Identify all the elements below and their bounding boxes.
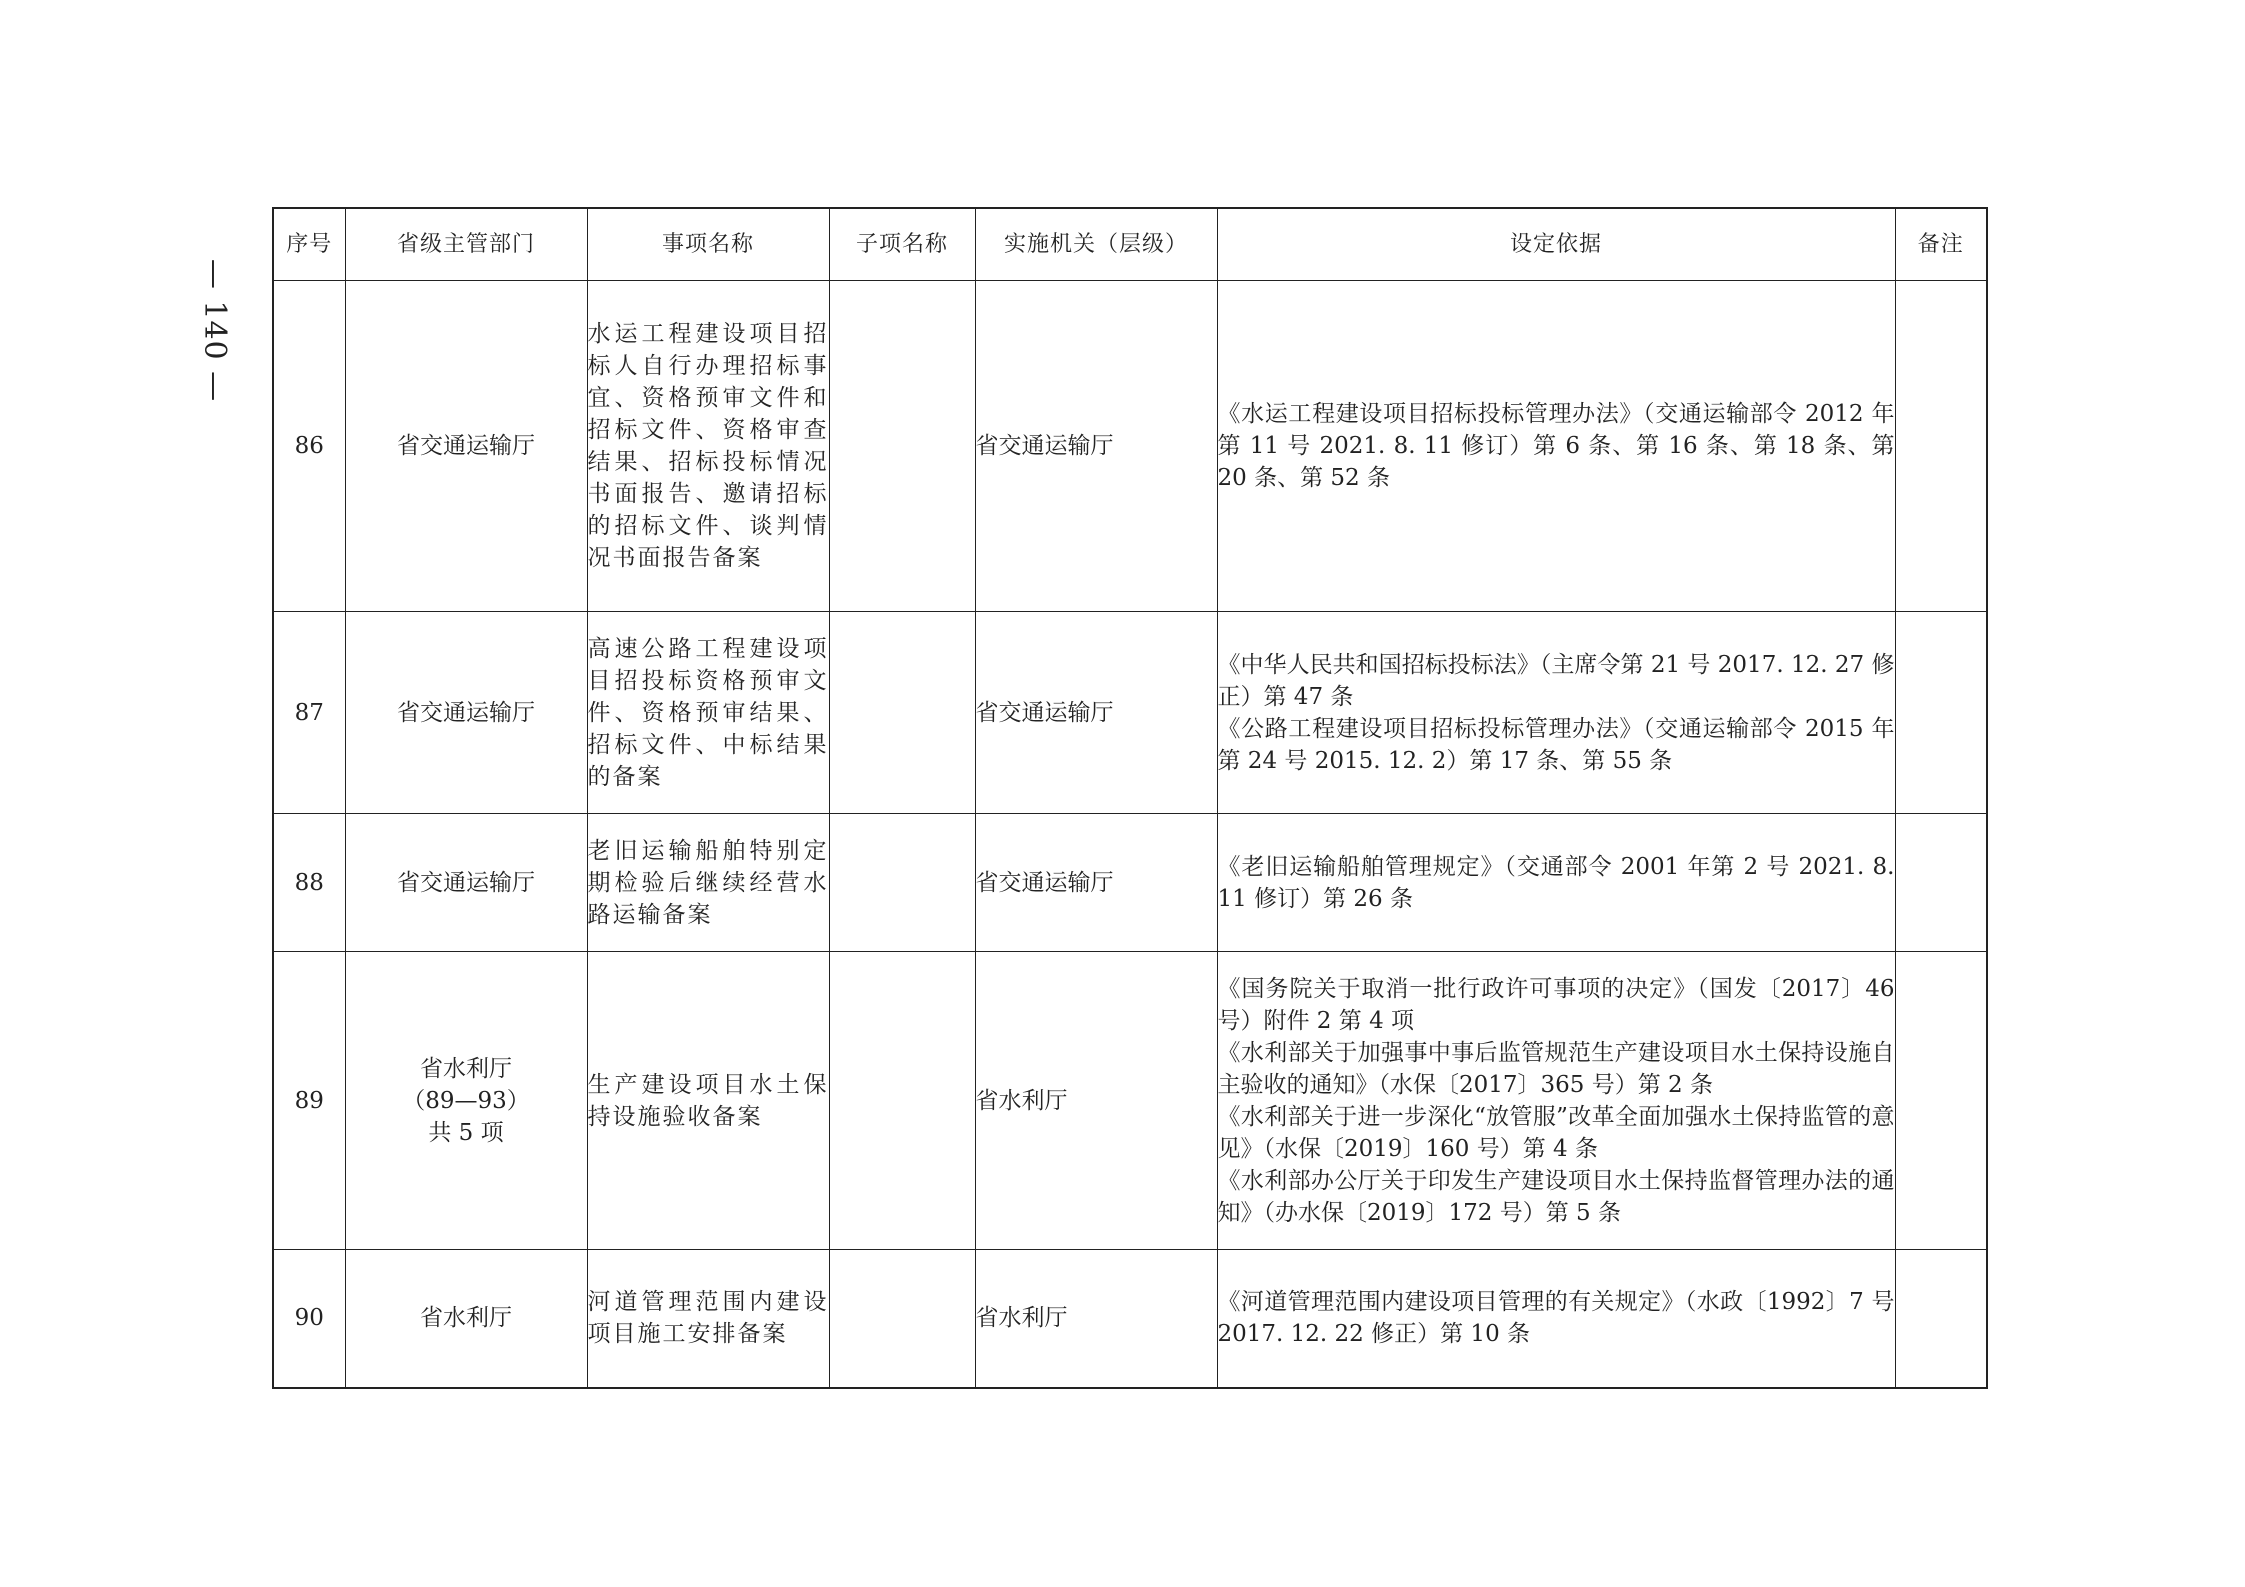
matters-table <box>272 207 1988 1389</box>
header-agency: 实施机关（层级） <box>975 208 1217 281</box>
row-agency: 省交通运输厅 <box>975 814 1217 952</box>
basis-line: 《水利部关于加强事中事后监管规范生产建设项目水土保持设施自主验收的通知》（水保〔2017〕365 号）第 2 条 <box>1217 1039 1895 1098</box>
row-item-name: 生产建设项目水土保持设施验收备案 <box>587 952 829 1250</box>
header-basis: 设定依据 <box>1217 208 1895 281</box>
row-agency: 省交通运输厅 <box>975 281 1217 612</box>
department-line: 省交通运输厅 <box>397 869 535 896</box>
row-basis <box>1217 1250 1895 1388</box>
row-serial: 88 <box>273 814 345 952</box>
header-item-name: 事项名称 <box>587 208 829 281</box>
department-line: 省交通运输厅 <box>397 699 535 726</box>
basis-line: 《水利部关于进一步深化“放管服”改革全面加强水土保持监管的意见》（水保〔2019〕160 号）第 4 条 <box>1217 1103 1895 1162</box>
row-basis <box>1217 281 1895 612</box>
row-agency: 省交通运输厅 <box>975 612 1217 814</box>
row-sub-item <box>829 952 975 1250</box>
table-row <box>273 814 1987 952</box>
department-count: 共 5 项 <box>428 1119 504 1146</box>
row-department <box>345 814 587 952</box>
row-agency: 省水利厅 <box>975 1250 1217 1388</box>
table-row <box>273 952 1987 1250</box>
table-row <box>273 281 1987 612</box>
department-line: 省水利厅 <box>420 1305 512 1332</box>
row-remark <box>1895 952 1987 1250</box>
table-header-row <box>273 208 1987 281</box>
header-remark: 备注 <box>1895 208 1987 281</box>
row-remark <box>1895 1250 1987 1388</box>
row-basis <box>1217 814 1895 952</box>
row-serial: 86 <box>273 281 345 612</box>
basis-line: 《公路工程建设项目招标投标管理办法》（交通运输部令 2015 年第 24 号 2015. 12. 2）第 17 条、第 55 条 <box>1217 715 1895 774</box>
header-sub-item: 子项名称 <box>829 208 975 281</box>
row-department <box>345 1250 587 1388</box>
row-sub-item <box>829 1250 975 1388</box>
header-serial: 序号 <box>273 208 345 281</box>
row-remark <box>1895 814 1987 952</box>
page-number-text: — 140 — <box>197 258 233 402</box>
row-remark <box>1895 281 1987 612</box>
basis-line: 《水利部办公厅关于印发生产建设项目水土保持监督管理办法的通知》（办水保〔2019〕172 号）第 5 条 <box>1217 1167 1895 1226</box>
department-line: 省交通运输厅 <box>397 433 535 459</box>
row-agency: 省水利厅 <box>975 952 1217 1250</box>
row-item-name: 高速公路工程建设项目招投标资格预审文件、资格预审结果、招标文件、中标结果的备案 <box>587 612 829 814</box>
table-row <box>273 612 1987 814</box>
row-serial: 89 <box>273 952 345 1250</box>
row-department <box>345 612 587 814</box>
row-serial: 90 <box>273 1250 345 1388</box>
row-sub-item <box>829 281 975 612</box>
basis-line: 《水运工程建设项目招标投标管理办法》（交通运输部令 2012 年第 11 号 2021. 8. 11 修订）第 6 条、第 16 条、第 18 条、第 20 条、第 52 条 <box>1217 401 1895 491</box>
department-line: 省水利厅 <box>420 1055 512 1082</box>
row-item-name: 老旧运输船舶特别定期检验后继续经营水路运输备案 <box>587 814 829 952</box>
row-remark <box>1895 612 1987 814</box>
department-range: （89—93） <box>402 1087 530 1114</box>
row-sub-item <box>829 612 975 814</box>
page-number <box>195 240 235 420</box>
row-item-name: 水运工程建设项目招标人自行办理招标事宜、资格预审文件和招标文件、资格审查结果、招标投标情况书面报告、邀请招标的招标文件、谈判情况书面报告备案 <box>587 281 829 612</box>
basis-line: 《国务院关于取消一批行政许可事项的决定》（国发〔2017〕46 号）附件 2 第 4 项 <box>1217 975 1895 1034</box>
basis-line: 《中华人民共和国招标投标法》（主席令第 21 号 2017. 12. 27 修正）第 47 条 <box>1217 651 1895 710</box>
table-row <box>273 1250 1987 1388</box>
basis-line: 《河道管理范围内建设项目管理的有关规定》（水政〔1992〕7 号 2017. 12. 22 修正）第 10 条 <box>1217 1289 1895 1348</box>
row-serial: 87 <box>273 612 345 814</box>
row-department <box>345 281 587 612</box>
row-department <box>345 952 587 1250</box>
header-department: 省级主管部门 <box>345 208 587 281</box>
basis-line: 《老旧运输船舶管理规定》（交通部令 2001 年第 2 号 2021. 8. 11 修订）第 26 条 <box>1217 853 1895 912</box>
row-item-name: 河道管理范围内建设项目施工安排备案 <box>587 1250 829 1388</box>
row-sub-item <box>829 814 975 952</box>
row-basis <box>1217 952 1895 1250</box>
row-basis <box>1217 612 1895 814</box>
